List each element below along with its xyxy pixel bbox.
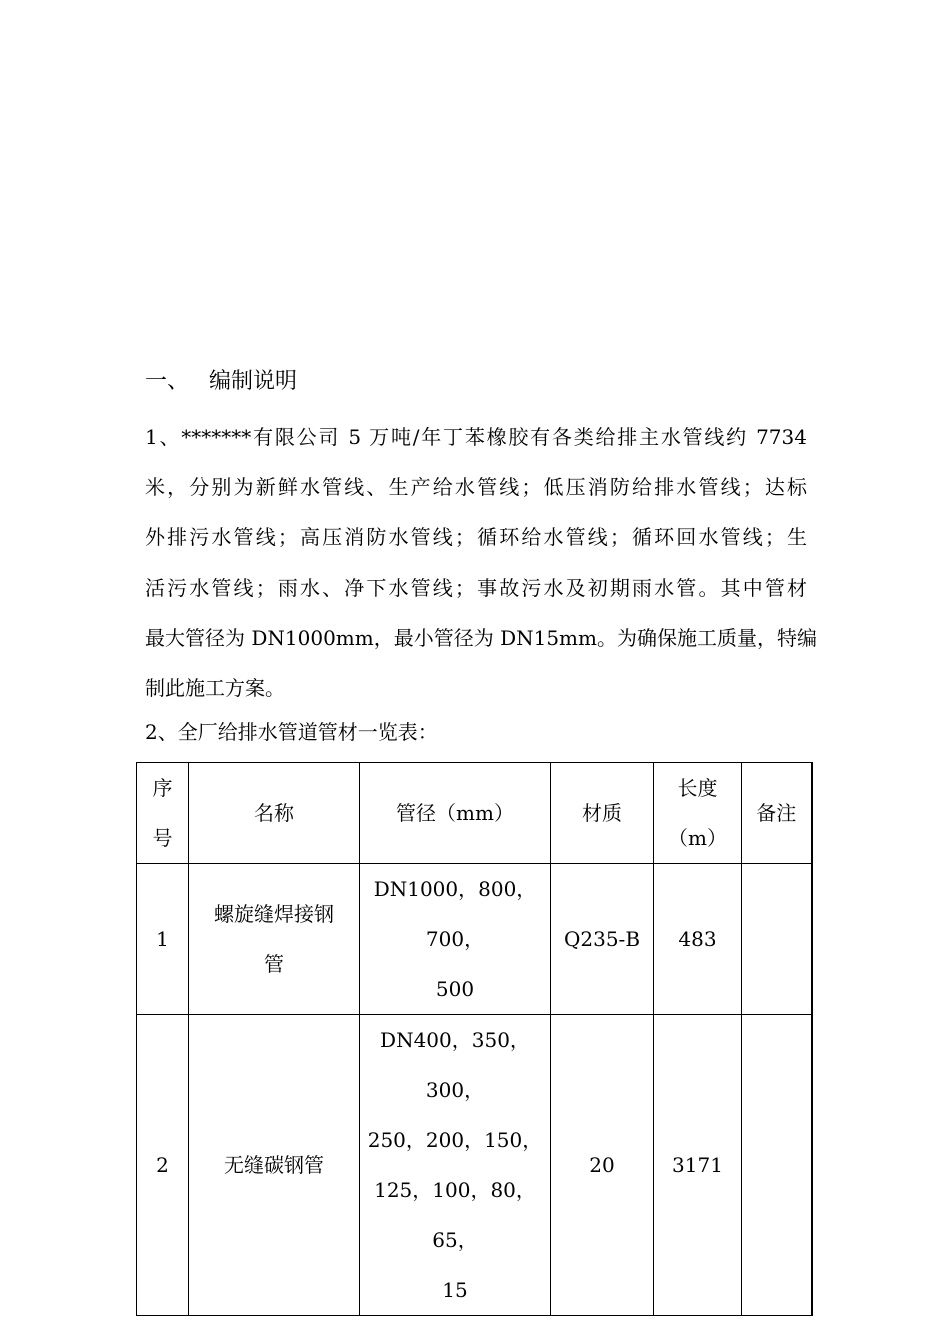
table-row [137, 1015, 812, 1316]
header-diameter: 管径（mm） [360, 763, 551, 864]
cell-name: 螺旋缝焊接钢 管 [189, 864, 360, 1015]
cell-diameter: DN1000，800，700， 500 [360, 864, 551, 1015]
cell-material: 20 [551, 1015, 654, 1316]
paragraph-line: 外排污水管线；高压消防水管线；循环给水管线；循环回水管线；生 [145, 525, 807, 550]
cell-diameter: DN400，350，300， 250，200，150， 125，100，80，65， 15 [360, 1015, 551, 1316]
table-intro: 2、全厂给排水管道管材一览表： [145, 720, 438, 744]
pipe-material-table [136, 762, 813, 1316]
table-row [137, 864, 812, 1015]
cell-seq: 1 [137, 864, 189, 1015]
cell-remark [742, 1015, 812, 1316]
header-remark: 备注 [742, 763, 812, 864]
table-header-row [137, 763, 812, 864]
section-title: 编制说明 [209, 369, 298, 394]
paragraph-line: 制此施工方案。 [145, 675, 285, 700]
cell-name: 无缝碳钢管 [189, 1015, 360, 1316]
header-seq: 序 号 [137, 763, 189, 864]
section-number: 一、 [145, 369, 190, 394]
paragraph-line: 最大管径为 DN1000mm，最小管径为 DN15mm。为确保施工质量，特编 [145, 625, 817, 650]
paragraph-line: 米，分别为新鲜水管线、生产给水管线；低压消防给排水管线；达标 [145, 475, 807, 500]
section-heading [145, 366, 297, 398]
cell-length: 483 [654, 864, 742, 1015]
cell-seq: 2 [137, 1015, 189, 1316]
paragraph-line: 活污水管线；雨水、净下水管线；事故污水及初期雨水管。其中管材 [145, 575, 807, 600]
header-name: 名称 [189, 763, 360, 864]
header-length: 长度 （m） [654, 763, 742, 864]
paragraph-line: 1、*******有限公司 5 万吨/年丁苯橡胶有各类给排主水管线约 7734 [145, 425, 807, 449]
description-paragraph [145, 412, 817, 713]
cell-remark [742, 864, 812, 1015]
header-material: 材质 [551, 763, 654, 864]
cell-material: Q235-B [551, 864, 654, 1015]
cell-length: 3171 [654, 1015, 742, 1316]
